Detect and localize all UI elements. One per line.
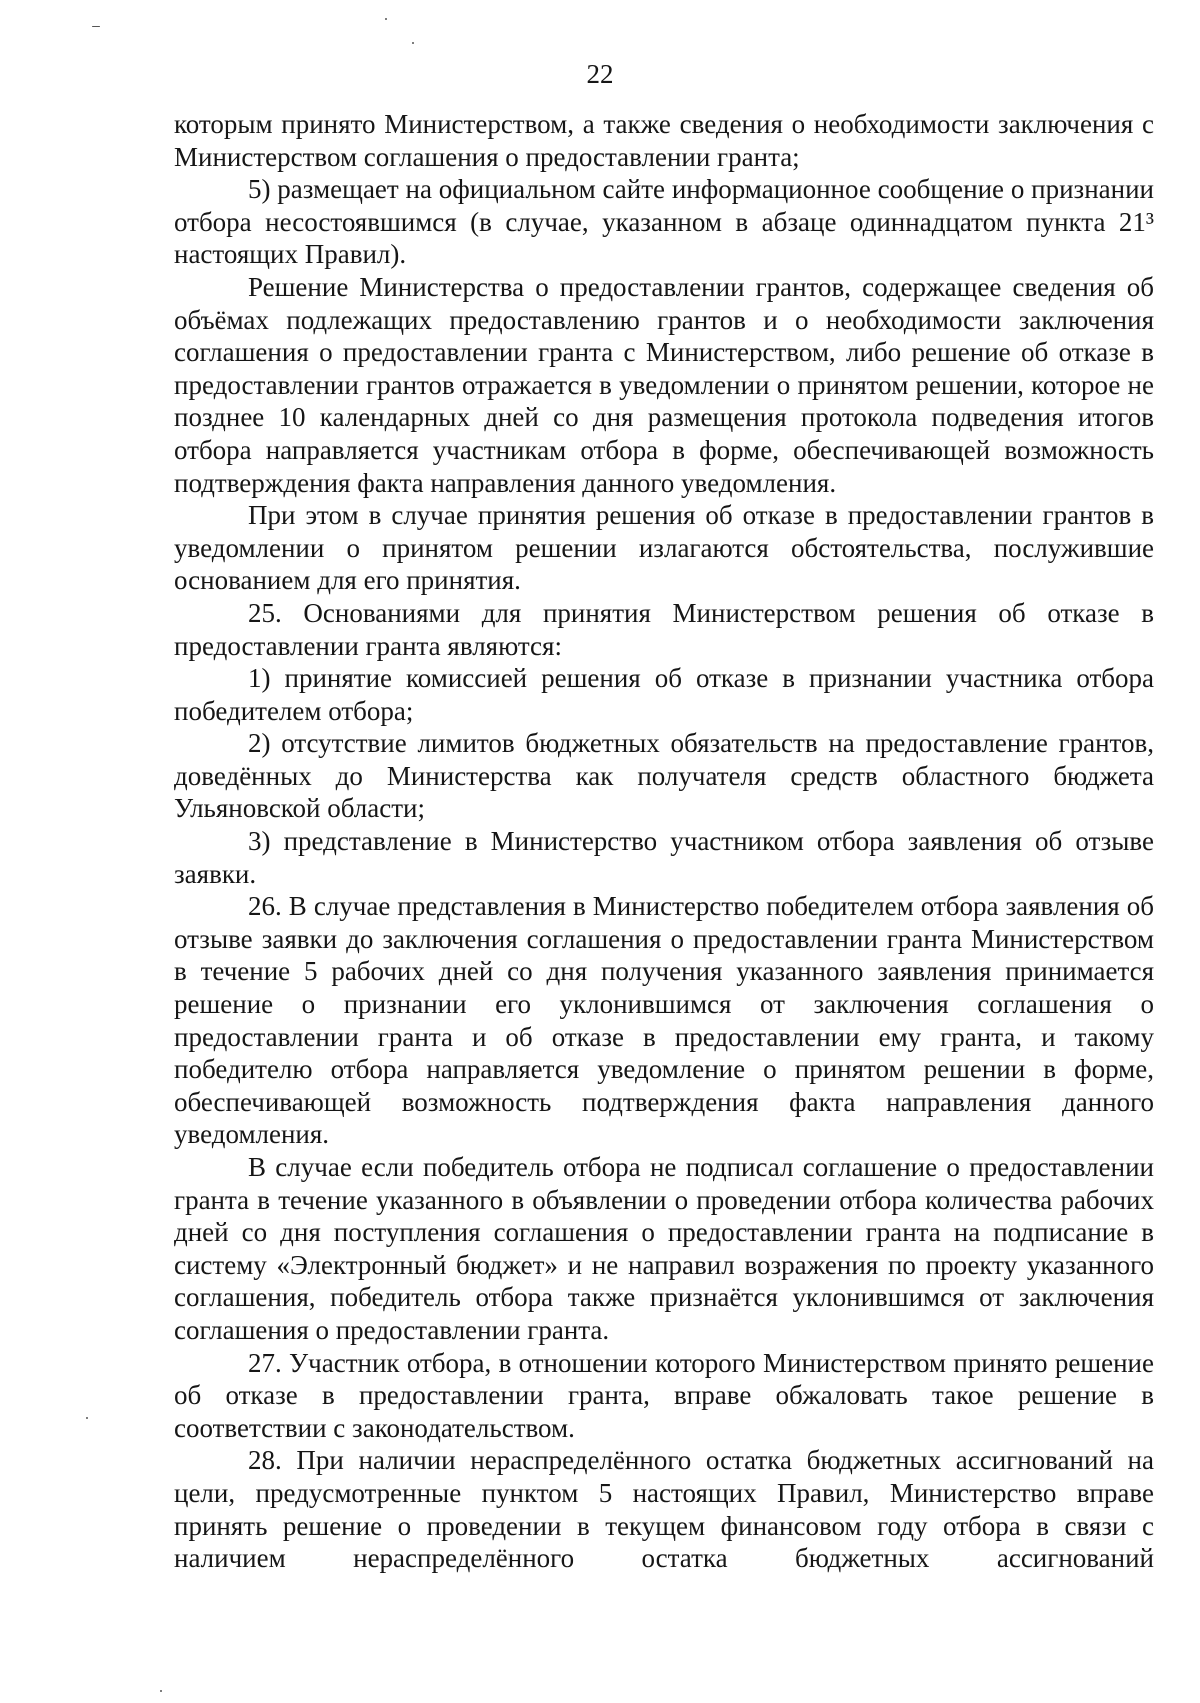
paragraph: 28. При наличии нераспределённого остатка бюджетных ассигнований на цели, предусмотренные пунктом 5 настоящих Правил, Министерство вправе принять решение о проведении в текущем финансовом году отбора в связи с наличием нераспределённого остатка бюджетных ассигнований	[174, 1445, 1154, 1574]
paragraph: 5) размещает на официальном сайте информационное сообщение о признании отбора несостоявшимся (в случае, указанном в абзаце одиннадцатом пункта 21³ настоящих Правил).	[174, 174, 1154, 270]
page-number: 22	[586, 59, 614, 89]
document-body	[174, 108, 1154, 1575]
paragraph: Решение Министерства о предоставлении грантов, содержащее сведения об объёмах подлежащих предоставлению грантов и о необходимости заключения соглашения о предоставлении гранта с Министерством, либо решение об отказе в предоставлении грантов отражается в уведомлении о принятом решении, которое не позднее 10 календарных дней со дня размещения протокола подведения итогов отбора направляется участникам отбора в форме, обеспечивающей возможность подтверждения факта направления данного уведомления.	[174, 271, 1154, 498]
scan-mark	[412, 42, 414, 44]
paragraph: При этом в случае принятия решения об отказе в предоставлении грантов в уведомлении о принятом решении излагаются обстоятельства, послужившие основанием для его принятия.	[174, 500, 1154, 596]
paragraph: 3) представление в Министерство участником отбора заявления об отзыве заявки.	[174, 826, 1154, 889]
paragraph: 26. В случае представления в Министерство победителем отбора заявления об отзыве заявки до заключения соглашения о предоставлении гранта Министерством в течение 5 рабочих дней со дня получения указанного заявления принимается решение о признании его уклонившимся от заключения соглашения о предоставлении гранта и об отказе в предоставлении ему гранта, и такому победителю отбора направляется уведомление о принятом решении в форме, обеспечивающей возможность подтверждения факта направления данного уведомления.	[174, 891, 1154, 1150]
scan-mark	[385, 18, 387, 20]
paragraph: 1) принятие комиссией решения об отказе в признании участника отбора победителем отбора;	[174, 663, 1154, 726]
paragraph: 25. Основаниями для принятия Министерством решения об отказе в предоставлении гранта являются:	[174, 597, 1154, 661]
paragraph: 2) отсутствие лимитов бюджетных обязательств на предоставление грантов, доведённых до Министерства как получателя средств областного бюджета Ульяновской области;	[174, 728, 1154, 824]
scan-mark	[160, 1690, 162, 1692]
paragraph: 27. Участник отбора, в отношении которого Министерством принято решение об отказе в предоставлении гранта, вправе обжаловать такое решение в соответствии с законодательством.	[174, 1347, 1154, 1443]
scan-mark	[92, 26, 100, 27]
paragraph: которым принято Министерством, а также сведения о необходимости заключения с Министерством соглашения о предоставлении гранта;	[174, 109, 1154, 172]
paragraph: В случае если победитель отбора не подписал соглашение о предоставлении гранта в течение указанного в объявлении о проведении отбора количества рабочих дней со дня поступления соглашения о предоставлении гранта на подписание в систему «Электронный бюджет» и не направил возражения по проекту указанного соглашения, победитель отбора также признаётся уклонившимся от заключения соглашения о предоставлении гранта.	[174, 1152, 1154, 1345]
scan-mark	[86, 1417, 88, 1419]
